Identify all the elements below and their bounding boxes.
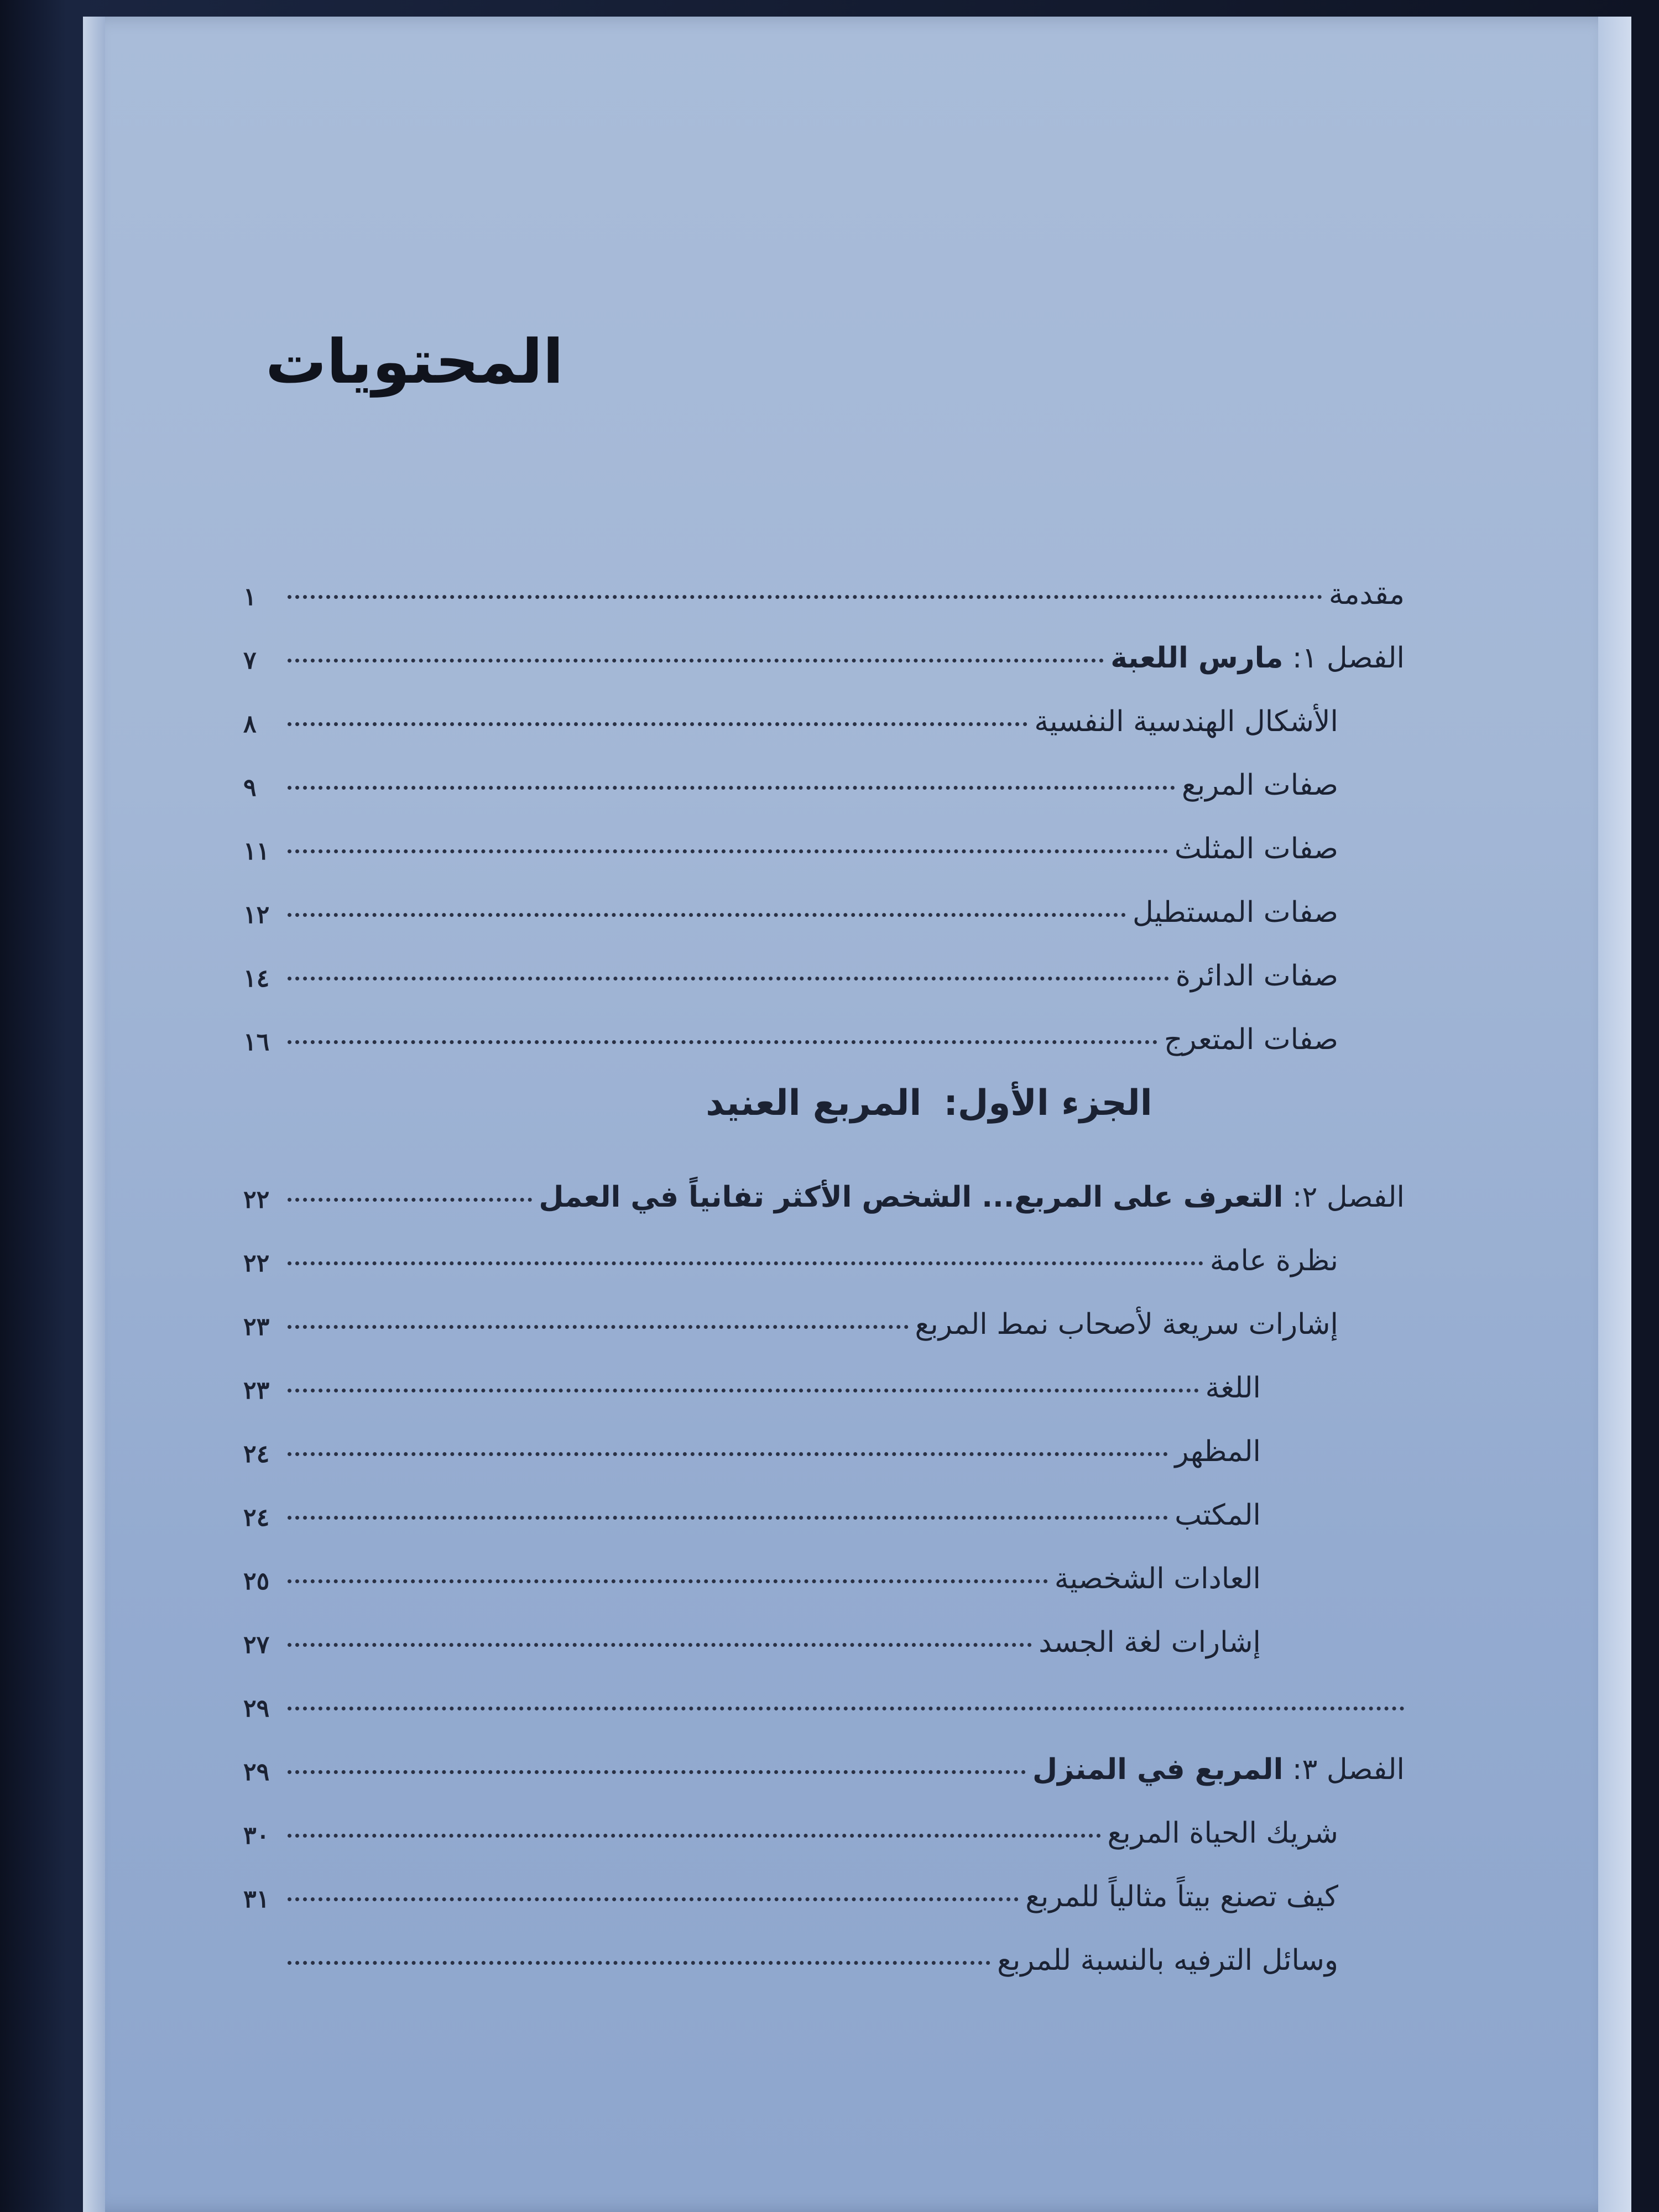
toc-chapter-3 (243, 1723, 1405, 1786)
toc-entry-label: وسائل الترفيه بالنسبة للمربع (997, 1944, 1338, 1977)
dot-leader (288, 977, 1169, 980)
toc-page-number: ٢٤ (243, 1440, 270, 1468)
part-heading (243, 1056, 1405, 1150)
chapter-title: المربع في المنزل (1032, 1753, 1284, 1786)
dot-leader (288, 659, 1104, 662)
toc-entry-label: المظهر (1175, 1435, 1261, 1468)
dot-leader (288, 849, 1168, 853)
toc-entry-label: الأشكال الهندسية النفسية (1034, 705, 1338, 738)
toc-entry-label: كيف تصنع بيتاً مثالياً للمربع (1025, 1880, 1338, 1913)
toc-entry (243, 1214, 1405, 1277)
dot-leader (288, 1579, 1048, 1583)
toc-orphan-leader (243, 1659, 1405, 1723)
toc-page-number: ١٤ (243, 964, 270, 993)
dot-leader (288, 1770, 1026, 1774)
part-label: الجزء الأول: (943, 1083, 1152, 1124)
toc-entry (243, 802, 1405, 865)
toc-page-number: ٢٣ (243, 1376, 270, 1405)
page-gutter-edge (83, 17, 105, 2212)
toc-subentry (243, 1595, 1405, 1659)
chapter-prefix: الفصل ١: (1292, 641, 1405, 675)
toc-chapter-2 (243, 1150, 1405, 1214)
dot-leader (288, 1516, 1168, 1520)
dot-leader (288, 1961, 990, 1965)
toc-entry-label: صفات المتعرج (1164, 1023, 1338, 1056)
chapter-prefix: الفصل ٢: (1292, 1181, 1405, 1214)
dot-leader (288, 913, 1126, 917)
toc-entry (243, 675, 1405, 738)
dot-leader (288, 1452, 1168, 1456)
toc-page-number: ٢٢ (243, 1249, 270, 1277)
toc-entry-label: صفات المثلث (1174, 832, 1338, 865)
toc-entry-label: مقدمة (1328, 578, 1405, 611)
toc-entry-label: شريك الحياة المربع (1107, 1817, 1338, 1850)
part-title: المربع العنيد (706, 1083, 922, 1124)
dot-leader (288, 722, 1027, 726)
dot-leader (288, 1707, 1405, 1710)
toc-entry-label: صفات الدائرة (1175, 959, 1338, 993)
dot-leader (288, 1834, 1101, 1838)
toc-page-number: ٣١ (243, 1885, 270, 1913)
toc-entry-label: العادات الشخصية (1054, 1562, 1261, 1595)
toc-entry-label: صفات المستطيل (1133, 896, 1338, 929)
toc-page-number: ١ (243, 583, 257, 611)
chapter-prefix: الفصل ٣: (1292, 1753, 1405, 1786)
dot-leader (288, 1389, 1199, 1392)
toc-entry-label: نظرة عامة (1209, 1244, 1338, 1277)
dot-leader (288, 1897, 1019, 1901)
toc-entry-label: صفات المربع (1182, 769, 1338, 802)
toc-subentry (243, 1341, 1405, 1405)
toc-entry-label: المكتب (1175, 1499, 1261, 1532)
toc-entry-intro (243, 547, 1405, 611)
chapter-label (1104, 641, 1405, 675)
toc-page-number: ٢٩ (243, 1758, 270, 1786)
facing-page-strip (1598, 17, 1631, 2212)
chapter-title: التعرف على المربع... الشخص الأكثر تفانياً في العمل (539, 1181, 1284, 1214)
toc-subentry (243, 1405, 1405, 1468)
toc-page-number: ٣٠ (243, 1822, 270, 1850)
toc-page-number: ٧ (243, 646, 257, 675)
toc-entry-label: إشارات سريعة لأصحاب نمط المربع (915, 1308, 1338, 1341)
toc-page-number: ٢٤ (243, 1504, 270, 1532)
toc-entry (243, 1277, 1405, 1341)
dot-leader (288, 595, 1322, 599)
dot-leader (288, 1261, 1203, 1265)
book-page (83, 17, 1598, 2212)
dot-leader (288, 1040, 1157, 1044)
dot-leader (288, 1643, 1032, 1647)
toc-entry (243, 865, 1405, 929)
toc-page-number: ٨ (243, 710, 257, 738)
toc-page-number: ١١ (243, 837, 270, 865)
toc-entry (243, 1913, 1405, 1977)
toc-entry (243, 1786, 1405, 1850)
toc-page-number: ١٢ (243, 901, 270, 929)
chapter-title: مارس اللعبة (1110, 641, 1284, 675)
toc-entry (243, 993, 1405, 1056)
toc-entry (243, 1850, 1405, 1913)
chapter-label (1026, 1753, 1405, 1786)
toc-subentry (243, 1532, 1405, 1595)
toc-page-number: ٩ (243, 774, 257, 802)
toc-page-number: ٢٢ (243, 1186, 270, 1214)
toc-page-number: ٢٩ (243, 1694, 270, 1723)
page-title: المحتويات (265, 326, 564, 397)
toc-page-number: ١٦ (243, 1028, 270, 1056)
toc-page-number: ٢٣ (243, 1313, 270, 1341)
toc-entry-label: اللغة (1205, 1371, 1261, 1405)
toc-entry (243, 929, 1405, 993)
chapter-label (532, 1181, 1405, 1214)
toc-entry (243, 738, 1405, 802)
dot-leader (288, 1325, 909, 1329)
dot-leader (288, 1198, 532, 1202)
toc-entry-label: إشارات لغة الجسد (1039, 1626, 1261, 1659)
toc-chapter-1 (243, 611, 1405, 675)
dot-leader (288, 786, 1175, 790)
toc-page-number: ٢٧ (243, 1631, 270, 1659)
table-of-contents (243, 547, 1405, 1977)
toc-subentry (243, 1468, 1405, 1532)
toc-page-number: ٢٥ (243, 1567, 270, 1595)
